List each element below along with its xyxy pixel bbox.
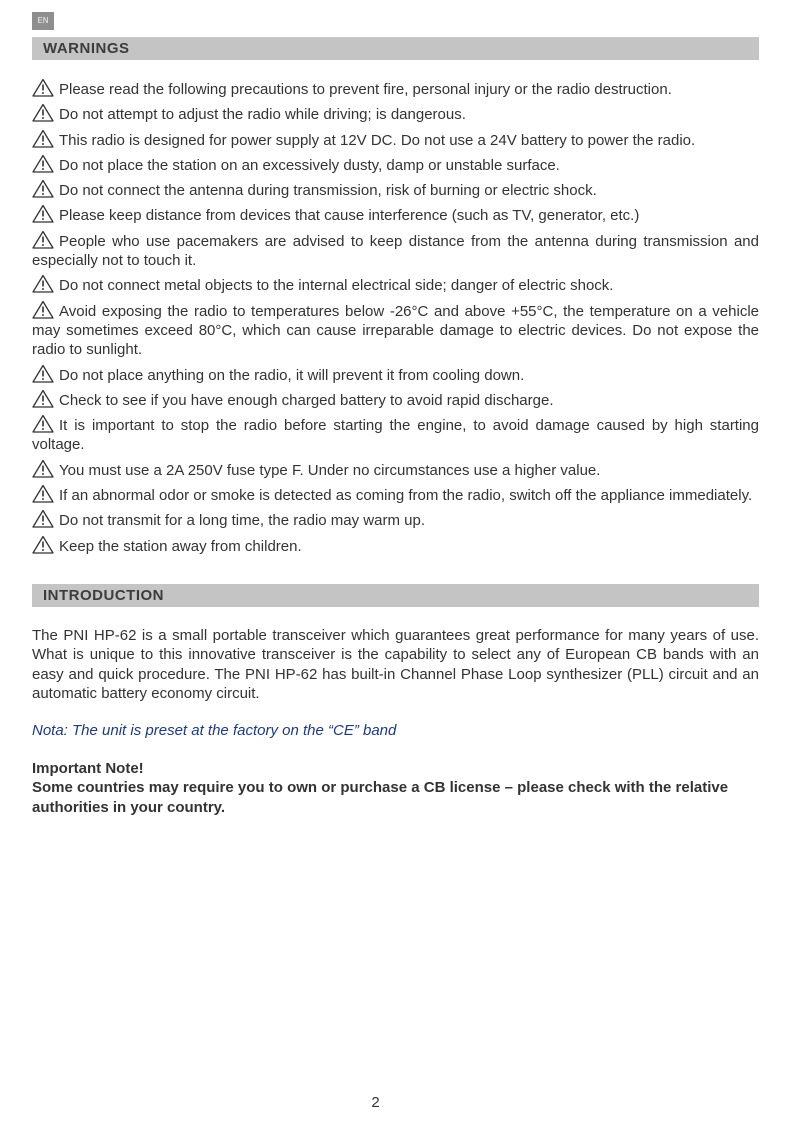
warning-text: Do not connect the antenna during transmission, risk of burning or electric shock. <box>59 182 597 200</box>
warning-triangle-icon <box>32 484 54 503</box>
list-item <box>32 484 759 505</box>
list-item <box>32 300 759 360</box>
warning-text: People who use pacemakers are advised to keep distance from the antenna during transmission and especially not to touch it. <box>32 232 759 270</box>
warnings-header: WARNINGS <box>32 37 759 60</box>
warning-text: Check to see if you have enough charged battery to avoid rapid discharge. <box>59 391 554 409</box>
warning-triangle-icon <box>32 78 54 97</box>
list-item <box>32 129 759 150</box>
warning-text: Do not transmit for a long time, the radio may warm up. <box>59 512 425 530</box>
warning-triangle-icon <box>32 129 54 148</box>
warning-triangle-icon <box>32 204 54 223</box>
warning-triangle-icon <box>32 103 54 122</box>
warning-text: This radio is designed for power supply at 12V DC. Do not use a 24V battery to power the radio. <box>59 131 696 149</box>
warning-text: You must use a 2A 250V fuse type F. Under no circumstances use a higher value. <box>59 461 601 479</box>
warning-text: It is important to stop the radio before starting the engine, to avoid damage caused by high starting voltage. <box>32 417 759 454</box>
list-item <box>32 230 759 271</box>
warning-triangle-icon <box>32 179 54 198</box>
warning-text: Please read the following precautions to prevent fire, personal injury or the radio destruction. <box>59 81 672 98</box>
list-item <box>32 274 759 295</box>
list-item <box>32 179 759 200</box>
list-item <box>32 103 759 124</box>
introduction-body <box>32 626 759 703</box>
warning-text: Please keep distance from devices that cause interference (such as TV, generator, etc.) <box>59 207 640 225</box>
warning-text: If an abnormal odor or smoke is detected as coming from the radio, switch off the appliance immediately. <box>59 487 753 505</box>
list-item <box>32 509 759 530</box>
list-item <box>32 414 759 455</box>
warning-triangle-icon <box>32 414 54 433</box>
important-note-text: Some countries may require you to own or purchase a CB license – please check with the relative authorities in your country. <box>32 779 729 816</box>
important-note-title: Important Note! <box>32 760 144 777</box>
warning-triangle-icon <box>32 535 54 554</box>
list-item <box>32 535 759 556</box>
warning-text: Do not connect metal objects to the internal electrical side; danger of electric shock. <box>59 277 614 295</box>
list-item <box>32 154 759 175</box>
warning-text: Do not attempt to adjust the radio while driving; is dangerous. <box>59 106 466 124</box>
warning-text: Do not place the station on an excessively dusty, damp or unstable surface. <box>59 156 560 174</box>
warning-text: Avoid exposing the radio to temperatures below -26°C and above +55°C, the temperature on a vehicle may sometimes exceed 80°C, which can cause irreparable damage to electric devices. Do not expose the radio to sunlight. <box>32 302 759 359</box>
warning-triangle-icon <box>32 230 54 249</box>
list-item <box>32 389 759 410</box>
warning-triangle-icon <box>32 459 54 478</box>
warning-triangle-icon <box>32 509 54 528</box>
factory-preset-note: Nota: The unit is preset at the factory on the “CE” band <box>32 722 397 739</box>
introduction-paragraph: The PNI HP-62 is a small portable transceiver which guarantees great performance for many years of use. What is unique to this innovative transceiver is the capability to select any of European CB bands with an easy and quick procedure. The PNI HP-62 has built-in Channel Phase Loop synthesizer (PLL) circuit and an automatic battery economy circuit. <box>32 627 759 702</box>
important-note <box>32 759 759 817</box>
list-item <box>32 364 759 385</box>
page-number: 2 <box>371 1094 380 1111</box>
introduction-header: INTRODUCTION <box>32 584 759 607</box>
warnings-list <box>32 78 759 560</box>
warning-triangle-icon <box>32 274 54 293</box>
language-badge: EN <box>32 12 54 30</box>
list-item <box>32 78 759 99</box>
warning-triangle-icon <box>32 154 54 173</box>
list-item <box>32 459 759 480</box>
warning-text: Keep the station away from children. <box>59 537 302 555</box>
warning-triangle-icon <box>32 364 54 383</box>
warning-triangle-icon <box>32 300 54 319</box>
warning-text: Do not place anything on the radio, it will prevent it from cooling down. <box>59 366 525 384</box>
list-item <box>32 204 759 225</box>
warning-triangle-icon <box>32 389 54 408</box>
